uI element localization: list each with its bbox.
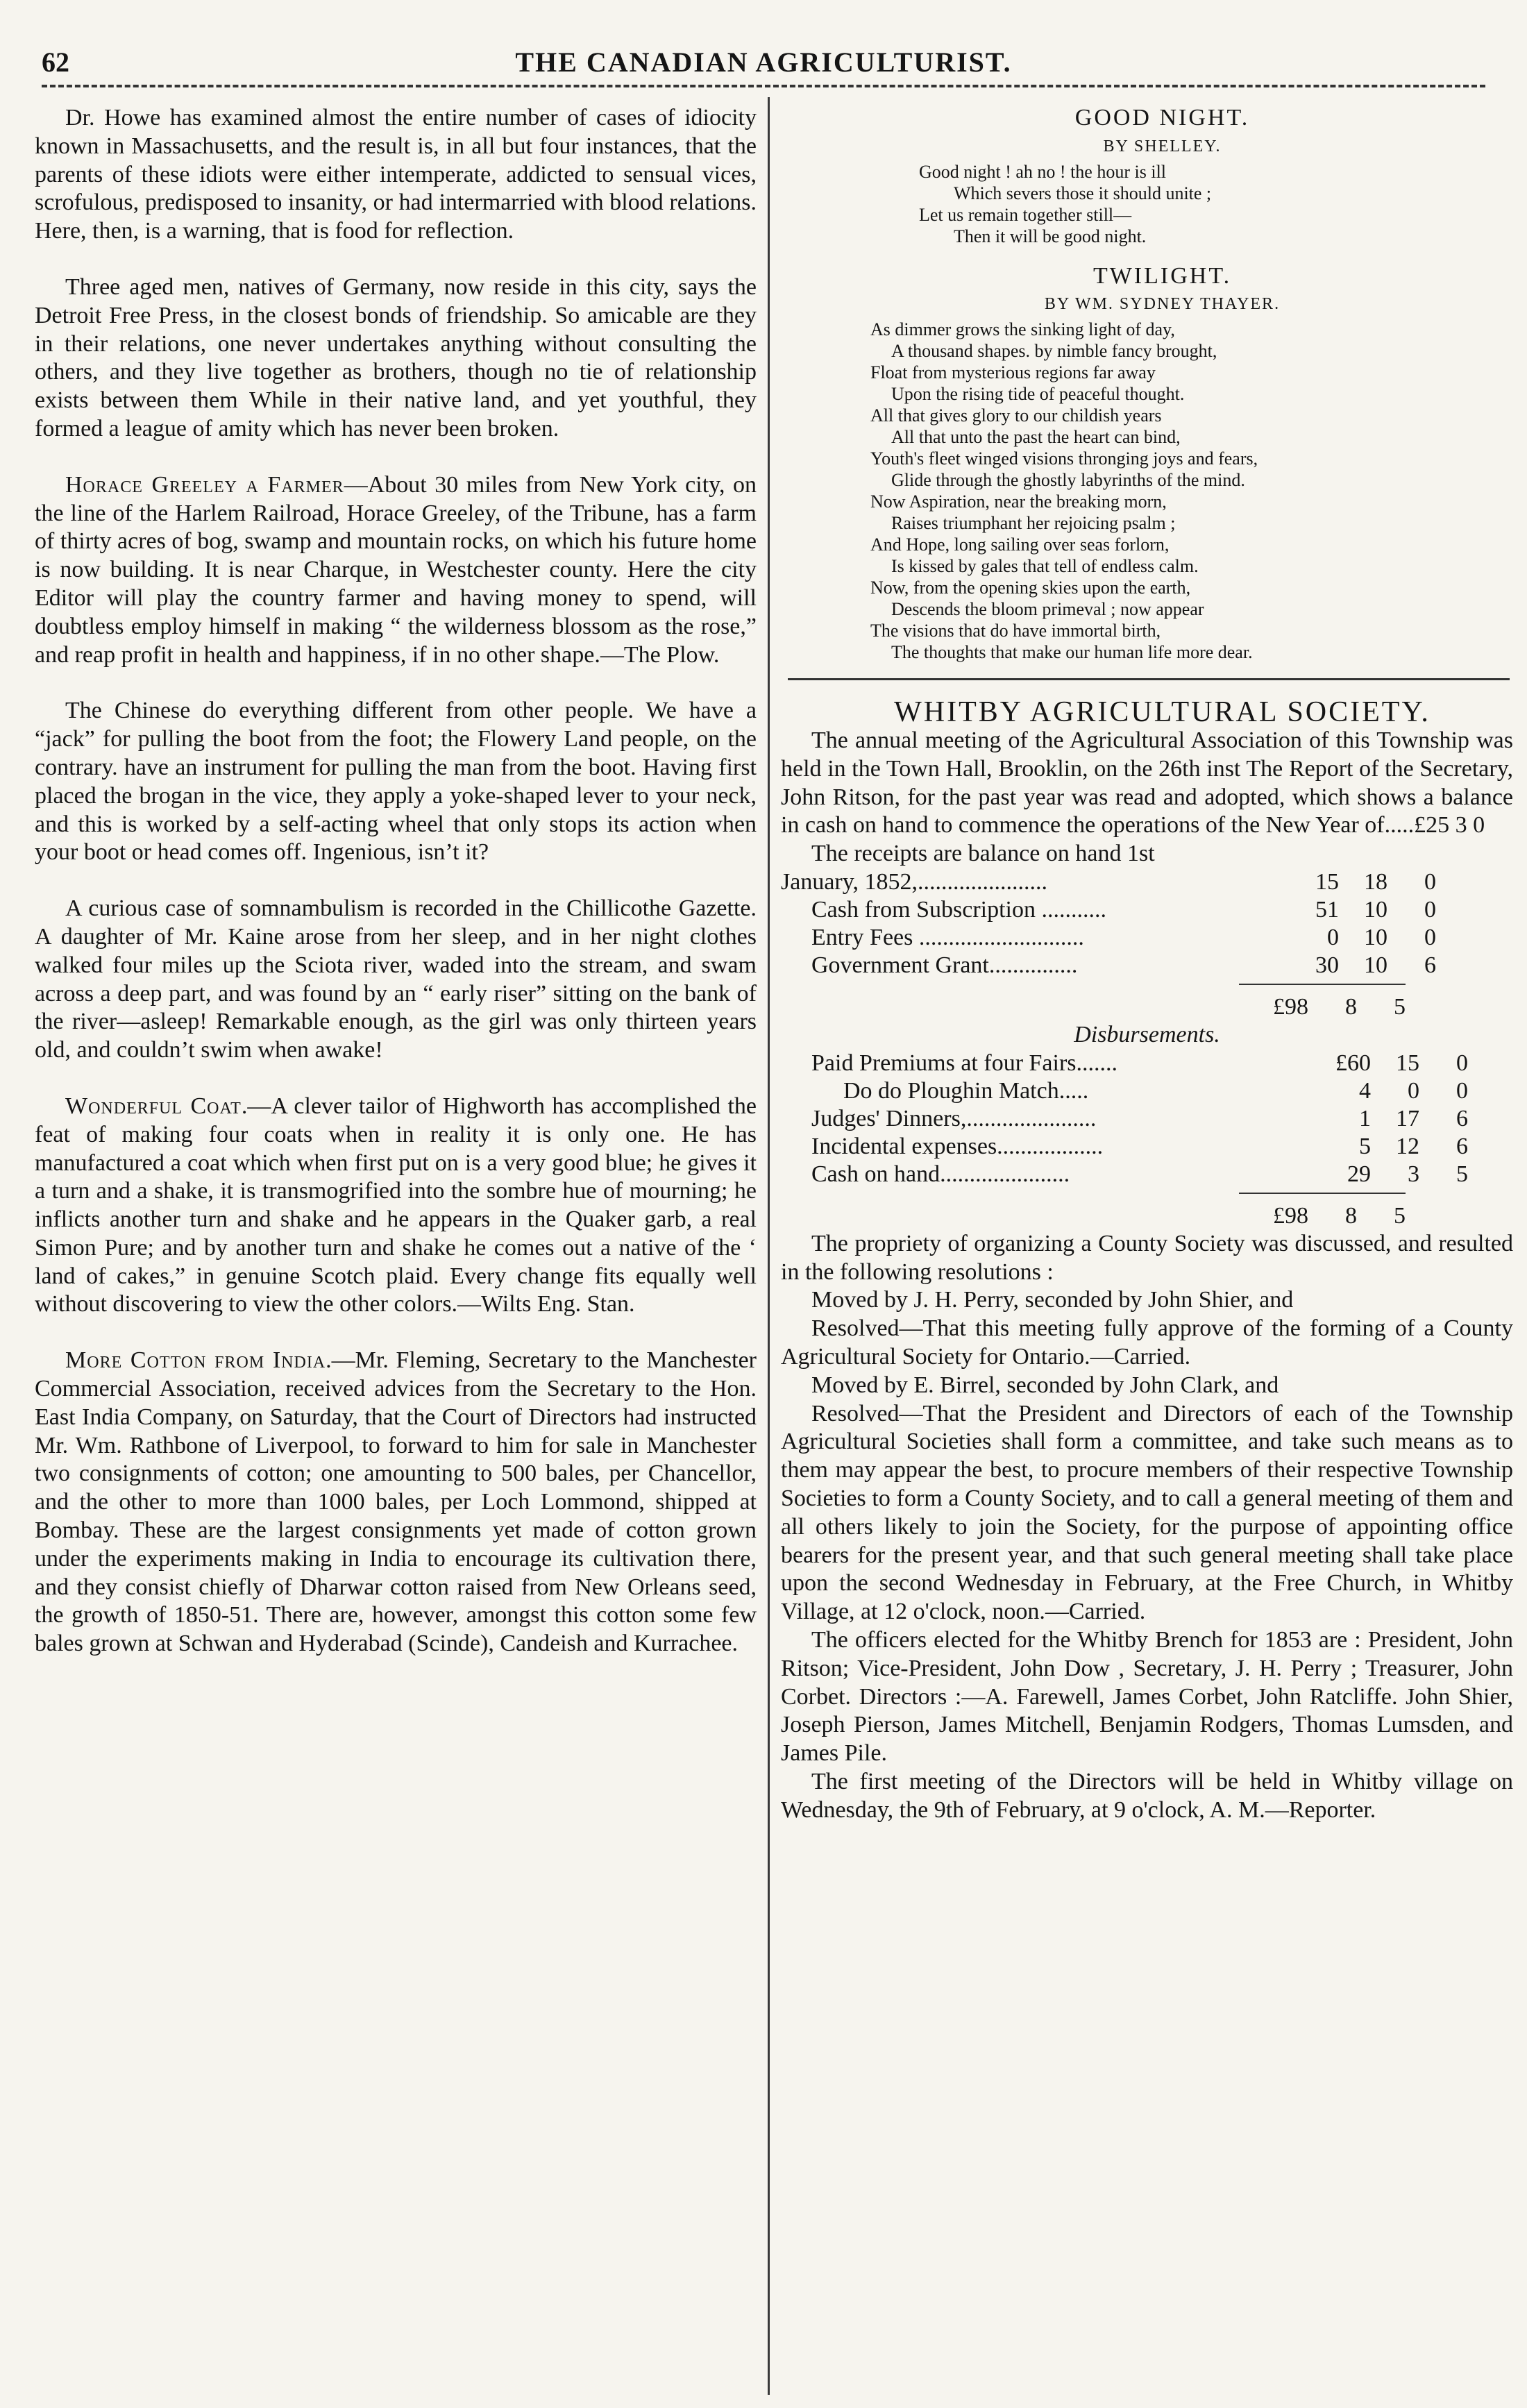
article-chinese: The Chinese do everything different from other people. We have a “jack” for pulling the boot from the foot; the Flowery Land people, on the contrary. have an instrument for pulling the man from the boot. Having first placed the brogan in the vice, they apply a yoke-shaped lever to your neck, and this is worked by a self-acting wheel that only stops its action when your boot or head comes off. Ingenious, isn’t it?	[35, 698, 757, 866]
pence: 0	[1424, 868, 1436, 895]
section-rule	[788, 678, 1510, 680]
row-label: January, 1852,......................	[781, 868, 1048, 895]
pence: 0	[1456, 1077, 1468, 1104]
poem-twilight	[781, 262, 1513, 664]
shillings: 10	[1364, 952, 1387, 978]
row-label: Incidental expenses..................	[811, 1133, 1104, 1159]
receipts-table	[781, 868, 1436, 979]
poem-line: Now Aspiration, near the breaking morn,	[870, 491, 1167, 512]
pence: 6	[1456, 1133, 1468, 1159]
pounds: 1	[1359, 1105, 1371, 1131]
shillings: 12	[1396, 1133, 1419, 1159]
pounds: 15	[1315, 868, 1339, 895]
poem-line: A thousand shapes. by nimble fancy brought,	[891, 341, 1217, 362]
pence: 6	[1456, 1105, 1468, 1131]
page-header	[42, 46, 1485, 87]
total-spacer	[781, 1194, 1260, 1230]
shillings: 8	[1345, 993, 1357, 1020]
total-spacer	[781, 985, 1260, 1021]
pounds: 5	[1359, 1133, 1371, 1159]
poem-line: The thoughts that make our human life more dear.	[891, 642, 1253, 663]
poem-line: Then it will be good night.	[954, 226, 1147, 246]
poem-line: Raises triumphant her rejoicing psalm ;	[891, 513, 1176, 534]
pence: 5	[1394, 1202, 1406, 1229]
poem-line: All that gives glory to our childish years	[870, 405, 1162, 426]
receipts-total	[781, 985, 1406, 1021]
pence: 5	[1456, 1161, 1468, 1187]
shillings: 17	[1396, 1105, 1419, 1131]
poem-line: And Hope, long sailing over seas forlorn,	[870, 534, 1170, 555]
pence: 0	[1424, 924, 1436, 950]
article-cotton	[35, 1347, 757, 1658]
row-label: Entry Fees ............................	[811, 924, 1084, 950]
whitby-text: The officers elected for the Whitby Brench for 1853 are : President, John Ritson; Vice-President, John Dow , Secretary, J. H. Perry ; Treasurer, John Corbet. Directors :—A. Farewell, James Corbet, John Ratcliffe. John Shier, Joseph Pierson, James Mitchell, Benjamin Rodgers, Thomas Lumsden, and James Pile.	[781, 1626, 1513, 1767]
shillings: 3	[1408, 1161, 1419, 1187]
poem-line: Youth's fleet winged visions thronging joys and fears,	[870, 448, 1258, 469]
poem-good-night	[781, 104, 1513, 247]
page-number: 62	[42, 47, 69, 78]
table-row	[781, 1194, 1406, 1230]
article-greeley-heading: Horace Greeley a Farmer	[65, 471, 344, 498]
poem-title: TWILIGHT.	[1092, 262, 1232, 289]
pounds: 30	[1315, 952, 1339, 978]
whitby-intro: The annual meeting of the Agricultural Association of this Township was held in the Town Hall, Brooklin, on the 26th inst The Report of the Secretary, John Ritson, for the past year was read and adopted, which shows a balance in cash on hand to commence the operations of the New Year of.....£25 3 0	[781, 727, 1513, 839]
shillings: 0	[1408, 1077, 1419, 1104]
table-row	[781, 1161, 1468, 1188]
poem-line: Is kissed by gales that tell of endless calm.	[891, 556, 1199, 577]
poem-line: Let us remain together still—	[919, 204, 1132, 225]
pounds: £98	[1273, 1202, 1308, 1229]
receipts-intro: The receipts are balance on hand 1st	[811, 841, 1155, 867]
column-divider	[768, 97, 770, 2395]
article-somnambulism: A curious case of somnambulism is recorded in the Chillicothe Gazette. A daughter of Mr. Kaine arose from her sleep, and in her night clothes walked four miles up the Sciota river, waded into the stream, and swam across a deep part, and was found by an “ early riser” sitting on the bank of the river—asleep! Remarkable enough, as the girl was only thirteen years old, and couldn’t swim when awake!	[35, 895, 757, 1063]
table-row	[781, 896, 1436, 924]
poem-line: Now, from the opening skies upon the earth,	[870, 578, 1191, 598]
poem-line: All that unto the past the heart can bind,	[891, 427, 1181, 448]
table-row	[781, 1105, 1468, 1133]
disbursements-heading: Disbursements.	[1074, 1021, 1220, 1047]
pence: 0	[1456, 1050, 1468, 1076]
shillings: 8	[1345, 1202, 1357, 1229]
pence: 6	[1424, 952, 1436, 978]
whitby-text: The propriety of organizing a County Society was discussed, and resulted in the following resolutions :	[781, 1230, 1513, 1285]
right-column	[781, 104, 1513, 1825]
shillings: 10	[1364, 896, 1387, 923]
table-row	[781, 985, 1406, 1021]
disbursements-table	[781, 1050, 1468, 1188]
poem-line: Which severs those it should unite ;	[954, 183, 1212, 203]
article-coat-body: .—A clever tailor of Highworth has accomplished the feat of making four coats when in reality it is only one. He has manufactured a coat which when first put on is a very good blue; he gives it a turn and a shake, it is transmogrified into the sombre hue of mourning; he inflicts another turn and shake and he appears in the Quaker garb, a real Simon Pure; and by another turn and shake he comes out a native of the ‘ land of cakes,” in genuine Scotch plaid. Every change fits equally well without discovering to view the other colors.—Wilts Eng. Stan.	[35, 1093, 757, 1317]
article-cotton-body: .—Mr. Fleming, Secretary to the Manchester Commercial Association, received advices from the Secretary to the Hon. East India Company, on Saturday, that the Court of Directors had instructed Mr. Wm. Rathbone of Liverpool, to forward to him for sale in Manchester two consignments of cotton; one amounting to 500 bales, per Chancellor, and the other to more than 1000 bales, per Loch Lommond, shipped at Bombay. These are the largest consignments yet made of cotton grown under the experiments making in India to encourage its cultivation there, and they consist chiefly of Dharwar cotton raised from New Orleans seed, the growth of 1850-51. There are, however, amongst this cotton some few bales grown at Schwan and Hyderabad (Scinde), Candeish and Kurrachee.	[35, 1347, 757, 1657]
table-row	[781, 868, 1436, 896]
pounds: £60	[1335, 1050, 1371, 1076]
poem-byline: BY WM. SYDNEY THAYER.	[1044, 295, 1281, 314]
whitby-title: WHITBY AGRICULTURAL SOCIETY.	[894, 696, 1431, 729]
article-idiocy: Dr. Howe has examined almost the entire number of cases of idiocity known in Massachusetts, and the result is, in all but four instances, that the parents of these idiots were either intemperate, addicted to sensual vices, scrofulous, predisposed to insanity, or had intermarried with blood relations. Here, then, is a warning, that is food for reflection.	[35, 105, 757, 244]
shillings: 15	[1396, 1050, 1419, 1076]
poem-line: Glide through the ghostly labyrinths of the mind.	[891, 470, 1245, 491]
pence: 5	[1394, 993, 1406, 1020]
left-column	[35, 104, 757, 1658]
whitby-text: The first meeting of the Directors will be held in Whitby village on Wednesday, the 9th of February, at 9 o'clock, A. M.—Reporter.	[781, 1768, 1513, 1823]
poem-line: The visions that do have immortal birth,	[870, 621, 1161, 641]
row-label: Do do Ploughin Match.....	[843, 1077, 1089, 1104]
table-row	[781, 1133, 1468, 1161]
disbursements-total	[781, 1194, 1406, 1230]
whitby-text: Moved by J. H. Perry, seconded by John Shier, and	[811, 1287, 1294, 1313]
poem-byline: BY SHELLEY.	[1103, 137, 1222, 155]
poem-title: GOOD NIGHT.	[1074, 105, 1250, 130]
article-greeley-body: —About 30 miles from New York city, on the line of the Harlem Railroad, Horace Greeley, of the Tribune, has a farm of thirty acres of bog, swamp and mountain rocks, on which his future home is now building. It is near Charque, in Westchester county. Here the city Editor will play the country farmer and having money to spend, will doubtless employ himself in making “ the wilderness blossom as the rose,” and reap profit in health and happiness, if in no other shape.—The Plow.	[35, 471, 757, 668]
poem-line: Upon the rising tide of peaceful thought.	[891, 384, 1185, 405]
poem-line: Good night ! ah no ! the hour is ill	[919, 161, 1167, 182]
table-row	[781, 952, 1436, 979]
whitby-text: Resolved—That this meeting fully approve of the forming of a County Agricultural Society for Ontario.—Carried.	[781, 1315, 1513, 1370]
article-cotton-heading: More Cotton from India	[65, 1347, 326, 1374]
whitby-text: Resolved—That the President and Directors of each of the Township Agricultural Societies shall form a committee, and take such means as to them may appear the best, to procure members of their respective Township Societies to form a County Society, and to call a general meeting of them and all others likely to join the Society, for the purpose of appointing office bearers for the present year, and that such general meeting shall take place upon the second Wednesday in February, at the Free Church, in Whitby Village, at 12 o'clock, noon.—Carried.	[781, 1400, 1513, 1625]
header-rule	[42, 85, 1485, 87]
row-label: Judges' Dinners,......................	[811, 1105, 1097, 1131]
pounds: 51	[1315, 896, 1339, 923]
table-row	[781, 1077, 1468, 1105]
pounds: 4	[1359, 1077, 1371, 1104]
table-row	[781, 1050, 1468, 1077]
pence: 0	[1424, 896, 1436, 923]
article-aged-men: Three aged men, natives of Germany, now reside in this city, says the Detroit Free Press, in the closest bonds of friendship. So amicable are they in their relations, one never undertakes anything without consulting the others, and they live together as brothers, though no tie of relationship exists between them While in their native land, and yet youthful, they formed a league of amity which has never been broken.	[35, 273, 757, 441]
whitby-text: Moved by E. Birrel, seconded by John Clark, and	[811, 1372, 1279, 1398]
shillings: 10	[1364, 924, 1387, 950]
article-wonderful-coat	[35, 1093, 757, 1319]
pounds: 29	[1347, 1161, 1371, 1187]
poem-line: As dimmer grows the sinking light of day,	[870, 319, 1175, 340]
publication-title: THE CANADIAN AGRICULTURIST.	[515, 47, 1012, 78]
pounds: 0	[1327, 924, 1339, 950]
article-coat-heading: Wonderful Coat	[65, 1093, 242, 1119]
pounds: £98	[1273, 993, 1308, 1020]
table-row	[781, 924, 1436, 952]
row-label: Cash from Subscription ...........	[811, 896, 1106, 923]
poem-line: Descends the bloom primeval ; now appear	[891, 599, 1204, 620]
article-greeley	[35, 471, 757, 670]
shillings: 18	[1364, 868, 1387, 895]
row-label: Government Grant...............	[811, 952, 1078, 978]
poem-line: Float from mysterious regions far away	[870, 362, 1156, 383]
row-label: Paid Premiums at four Fairs.......	[811, 1050, 1118, 1076]
row-label: Cash on hand......................	[811, 1161, 1070, 1187]
